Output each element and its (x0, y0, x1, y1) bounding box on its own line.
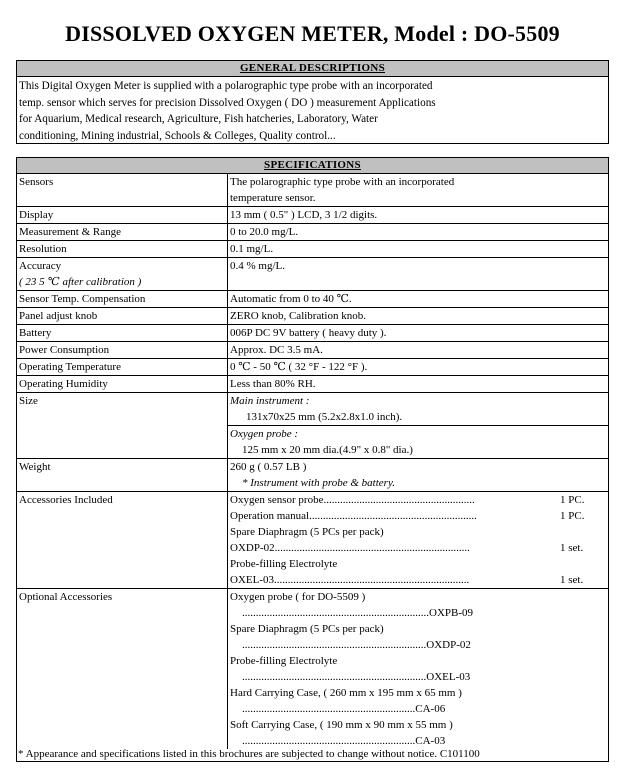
accessory-name: Oxygen sensor probe....................................................... (230, 494, 475, 506)
optional-item-code: ...................................................................OXDP-02 (242, 639, 471, 651)
spec-label: Resolution (17, 241, 228, 258)
description-line: This Digital Oxygen Meter is supplied with a polarographic type probe with an incorporated (19, 80, 433, 92)
spec-label: Sensor Temp. Compensation (17, 291, 228, 308)
spec-label: Power Consumption (17, 342, 228, 359)
spec-value: 0.1 mg/L. (228, 241, 609, 258)
spec-value (228, 589, 609, 750)
spec-value-line: temperature sensor. (230, 192, 316, 204)
accuracy-note: ( 23 5 ℃ after calibration ) (19, 276, 142, 288)
accessory-qty: 1 PC. (560, 510, 585, 522)
spec-value: Automatic from 0 to 40 ℃. (228, 291, 609, 308)
list-item (230, 508, 606, 524)
spec-value: 0.4 % mg/L. (228, 258, 609, 291)
spec-value: ZERO knob, Calibration knob. (228, 308, 609, 325)
table-row (17, 492, 608, 589)
optional-item-code: ...............................................................CA-06 (242, 703, 446, 715)
accessory-name: Probe-filling Electrolyte (230, 558, 338, 570)
spec-label: Weight (17, 459, 228, 492)
optional-item-name: Soft Carrying Case, ( 190 mm x 90 mm x 55 mm ) (230, 719, 453, 731)
spec-label: Battery (17, 325, 228, 342)
table-row (17, 241, 608, 258)
page-title: DISSOLVED OXYGEN METER, Model : DO-5509 (65, 21, 560, 46)
accessory-name: Operation manual............................................................. (230, 510, 477, 522)
description-line: temp. sensor which serves for precision Dissolved Oxygen ( DO ) measurement Applications (19, 96, 436, 109)
spec-label: Display (17, 207, 228, 224)
accessory-qty: 1 set. (560, 542, 584, 554)
spec-value (228, 459, 609, 492)
list-item (230, 572, 606, 588)
spec-value (228, 174, 609, 207)
spec-value: 006P DC 9V battery ( heavy duty ). (228, 325, 609, 342)
table-row (17, 174, 608, 207)
spec-label: Operating Humidity (17, 376, 228, 393)
spec-label: Measurement & Range (17, 224, 228, 241)
weight-note: * Instrument with probe & battery. (242, 477, 395, 489)
table-row (17, 258, 608, 291)
general-descriptions-section (16, 60, 609, 144)
size-main-label: Main instrument : (230, 395, 310, 407)
list-item (230, 492, 606, 508)
table-row (17, 291, 608, 308)
specifications-heading: SPECIFICATIONS (17, 158, 608, 173)
size-main-value: 131x70x25 mm (5.2x2.8x1.0 inch). (246, 411, 403, 423)
table-row (17, 325, 608, 342)
spec-value (228, 393, 609, 459)
spec-value: 13 mm ( 0.5" ) LCD, 3 1/2 digits. (228, 207, 609, 224)
specifications-table (17, 173, 608, 749)
optional-item-name: Probe-filling Electrolyte (230, 655, 338, 667)
table-row (17, 589, 608, 750)
table-row (17, 224, 608, 241)
table-row (17, 459, 608, 492)
size-probe-value: 125 mm x 20 mm dia.(4.9" x 0.8" dia.) (242, 444, 413, 456)
size-probe-label: Oxygen probe : (230, 428, 299, 440)
accessory-code: OXDP-02....................................................................... (230, 542, 470, 554)
spec-value (228, 492, 609, 589)
size-probe-block (228, 425, 608, 458)
optional-item-code: ...............................................................CA-03 (242, 735, 446, 747)
spec-label (17, 258, 228, 291)
accessory-name: Spare Diaphragm (5 PCs per pack) (230, 526, 384, 538)
spec-label: Sensors (17, 174, 228, 207)
general-descriptions-body (17, 77, 608, 144)
accessory-qty: 1 set. (560, 574, 584, 586)
table-row (17, 393, 608, 459)
optional-item-code: ...................................................................OXEL-03 (242, 671, 471, 683)
table-row (17, 359, 608, 376)
spec-label: Operating Temperature (17, 359, 228, 376)
spec-label: Size (17, 393, 228, 459)
optional-item-code: ....................................................................OXPB-09 (242, 607, 474, 619)
accuracy-label: Accuracy (19, 260, 62, 272)
accessory-code: OXEL-03....................................................................... (230, 574, 470, 586)
optional-item-name: Oxygen probe ( for DO-5509 ) (230, 591, 366, 603)
spec-label: Accessories Included (17, 492, 228, 589)
spec-value: Less than 80% RH. (228, 376, 609, 393)
table-row (17, 308, 608, 325)
spec-value-line: The polarographic type probe with an incorporated (230, 176, 455, 188)
spec-label: Optional Accessories (17, 589, 228, 750)
general-descriptions-heading: GENERAL DESCRIPTIONS (17, 61, 608, 77)
description-line: conditioning, Mining industrial, Schools & Colleges, Quality control... (19, 129, 336, 142)
table-row (17, 342, 608, 359)
spec-label: Panel adjust knob (17, 308, 228, 325)
list-item (230, 540, 606, 556)
optional-item-name: Hard Carrying Case, ( 260 mm x 195 mm x 65 mm ) (230, 687, 462, 699)
spec-value: 0 to 20.0 mg/L. (228, 224, 609, 241)
footer-note: * Appearance and specifications listed in this brochures are subjected to change without notice. C101100 (18, 748, 480, 760)
weight-value: 260 g ( 0.57 LB ) (230, 461, 307, 473)
description-line: for Aquarium, Medical research, Agriculture, Fish hatcheries, Laboratory, Water (19, 113, 378, 125)
accessory-qty: 1 PC. (560, 494, 585, 506)
spec-value: 0 ℃ - 50 ℃ ( 32 °F - 122 °F ). (228, 359, 609, 376)
spec-value: Approx. DC 3.5 mA. (228, 342, 609, 359)
table-row (17, 376, 608, 393)
specifications-section (16, 157, 609, 762)
table-row (17, 207, 608, 224)
optional-item-name: Spare Diaphragm (5 PCs per pack) (230, 623, 384, 635)
